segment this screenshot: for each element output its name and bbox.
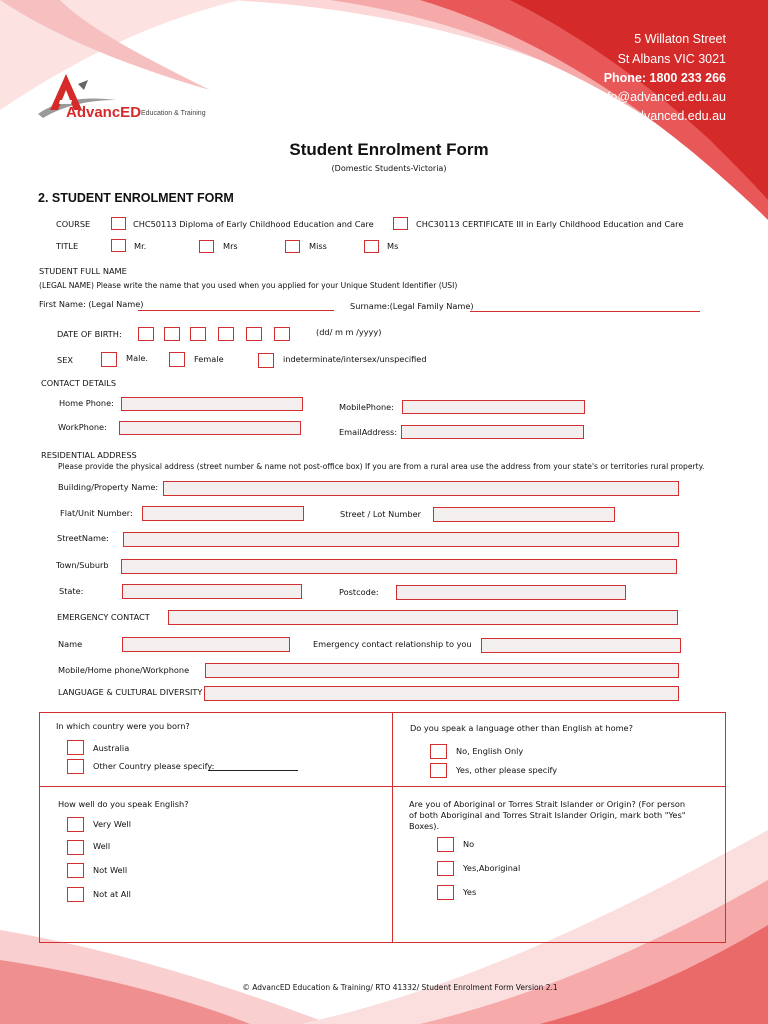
header-phone: Phone: 1800 233 266 [603, 71, 726, 85]
title-mrs-label: Mrs [223, 241, 238, 251]
surname-input[interactable] [470, 311, 700, 312]
language-other-label: Yes, other please specify [456, 765, 558, 775]
section-title: 2. STUDENT ENROLMENT FORM [38, 191, 234, 205]
english-well-label: Well [93, 841, 111, 851]
aboriginal-question-line1: Are you of Aboriginal or Torres Strait Islander or Origin? (For person [409, 799, 686, 809]
mobile-phone-label: MobilePhone: [339, 402, 394, 412]
emergency-name-input[interactable] [122, 637, 290, 652]
emergency-name-label: Name [58, 639, 83, 649]
course-diploma-checkbox[interactable] [111, 217, 126, 230]
course-certificate-checkbox[interactable] [393, 217, 408, 230]
page-footer: © AdvancED Education & Training/ RTO 41332/ Student Enrolment Form Version 2.1 [242, 983, 558, 992]
dob-box-5[interactable] [246, 327, 262, 341]
first-name-input[interactable] [138, 310, 334, 311]
language-question: Do you speak a language other than English at home? [410, 723, 633, 733]
title-mrs-checkbox[interactable] [199, 240, 214, 253]
header-email [556, 90, 726, 104]
language-diversity-input[interactable] [204, 686, 679, 701]
english-very-well-label: Very Well [93, 819, 132, 829]
title-mr-label: Mr. [134, 241, 147, 251]
logo-tagline: Education & Training [141, 110, 206, 117]
sex-female-label: Female [194, 354, 224, 364]
title-ms-checkbox[interactable] [364, 240, 379, 253]
town-label: Town/Suburb [56, 560, 109, 570]
language-diversity-label: LANGUAGE & CULTURAL DIVERSITY [58, 687, 203, 697]
header-web-label: Web: [566, 109, 597, 123]
aboriginal-question-line2: of both Aboriginal and Torres Strait Islander Origin, mark both "Yes" [409, 810, 686, 820]
surname-label: Surname:(Legal Family Name) [350, 301, 474, 311]
english-not-at-all-checkbox[interactable] [67, 887, 84, 902]
residential-note: Please provide the physical address (street number & name not post-office box) If you are from a rural area use the address from your state's or territories rural property. [58, 462, 705, 471]
street-name-label: StreetName: [57, 533, 109, 543]
dob-format-hint: (dd/ m m /yyyy) [316, 327, 382, 337]
emergency-relationship-input[interactable] [481, 638, 681, 653]
dob-box-6[interactable] [274, 327, 290, 341]
full-name-heading: STUDENT FULL NAME [39, 266, 127, 276]
aboriginal-no-checkbox[interactable] [437, 837, 454, 852]
flat-input[interactable] [142, 506, 304, 521]
country-other-input[interactable] [208, 770, 298, 771]
email-address-label: EmailAddress: [339, 427, 398, 437]
dob-box-1[interactable] [138, 327, 154, 341]
panel-divider-horizontal [39, 786, 726, 787]
title-miss-checkbox[interactable] [285, 240, 300, 253]
logo-brand: AdvancED [66, 104, 142, 121]
work-phone-input[interactable] [119, 421, 301, 435]
sex-male-checkbox[interactable] [101, 352, 117, 367]
course-label: COURSE [56, 219, 91, 229]
emergency-relationship-label: Emergency contact relationship to you [313, 639, 472, 649]
sex-male-label: Male. [126, 353, 148, 363]
panel-divider-vertical [392, 712, 393, 943]
mobile-phone-input[interactable] [402, 400, 585, 414]
street-lot-label: Street / Lot Number [340, 509, 421, 519]
english-not-well-label: Not Well [93, 865, 128, 875]
course-certificate-label: CHC30113 CERTIFICATE III in Early Childhood Education and Care [416, 219, 684, 229]
country-question: In which country were you born? [56, 721, 190, 731]
header-city: St Albans VIC 3021 [617, 52, 726, 66]
emergency-contact-input[interactable] [168, 610, 678, 625]
building-input[interactable] [163, 481, 679, 496]
street-name-input[interactable] [123, 532, 679, 547]
language-other-checkbox[interactable] [430, 763, 447, 778]
flat-label: Flat/Unit Number: [60, 508, 133, 518]
title-label: TITLE [56, 241, 79, 251]
building-label: Building/Property Name: [58, 482, 159, 492]
course-diploma-label: CHC50113 Diploma of Early Childhood Education and Care [133, 219, 374, 229]
street-lot-input[interactable] [433, 507, 615, 522]
country-other-label: Other Country please specify: [93, 761, 215, 771]
aboriginal-yes-checkbox[interactable] [437, 885, 454, 900]
residential-heading: RESIDENTIAL ADDRESS [41, 450, 137, 460]
aboriginal-yes-aboriginal-checkbox[interactable] [437, 861, 454, 876]
country-other-checkbox[interactable] [67, 759, 84, 774]
sex-female-checkbox[interactable] [169, 352, 185, 367]
dob-box-2[interactable] [164, 327, 180, 341]
english-not-well-checkbox[interactable] [67, 863, 84, 878]
english-well-checkbox[interactable] [67, 840, 84, 855]
home-phone-input[interactable] [121, 397, 303, 411]
contact-heading: CONTACT DETAILS [41, 378, 117, 388]
sex-other-label: indeterminate/intersex/unspecified [283, 354, 427, 364]
header-email-label: Email: [556, 90, 594, 104]
email-address-input[interactable] [401, 425, 584, 439]
emergency-phone-input[interactable] [205, 663, 679, 678]
header-web [566, 109, 726, 123]
country-australia-checkbox[interactable] [67, 740, 84, 755]
english-question: How well do you speak English? [58, 799, 189, 809]
aboriginal-no-label: No [463, 839, 475, 849]
dob-label: DATE OF BIRTH: [57, 329, 122, 339]
full-name-note: (LEGAL NAME) Please write the name that you used when you applied for your Unique Student Identifier (USI) [39, 281, 458, 290]
header-email-value[interactable]: info@advanced.edu.au [597, 90, 726, 104]
aboriginal-yes-aboriginal-label: Yes,Aboriginal [463, 863, 521, 873]
page-title: Student Enrolment Form [289, 140, 489, 159]
postcode-input[interactable] [396, 585, 626, 600]
dob-box-4[interactable] [218, 327, 234, 341]
sex-label: SEX [57, 355, 73, 365]
title-mr-checkbox[interactable] [111, 239, 126, 252]
work-phone-label: WorkPhone: [58, 422, 107, 432]
emergency-heading: EMERGENCY CONTACT [57, 612, 150, 622]
state-input[interactable] [122, 584, 302, 599]
title-ms-label: Ms [387, 241, 399, 251]
language-english-only-checkbox[interactable] [430, 744, 447, 759]
title-miss-label: Miss [309, 241, 327, 251]
postcode-label: Postcode: [339, 587, 379, 597]
aboriginal-yes-label: Yes [463, 887, 477, 897]
english-not-at-all-label: Not at All [93, 889, 131, 899]
state-label: State: [59, 586, 84, 596]
town-input[interactable] [121, 559, 677, 574]
dob-box-3[interactable] [190, 327, 206, 341]
home-phone-label: Home Phone: [59, 398, 114, 408]
first-name-label: First Name: (Legal Name) [39, 299, 144, 309]
emergency-phone-label: Mobile/Home phone/Workphone [58, 665, 190, 675]
country-australia-label: Australia [93, 743, 130, 753]
page-subtitle: (Domestic Students-Victoria) [331, 164, 447, 173]
aboriginal-question-line3: Boxes). [409, 821, 440, 831]
language-english-only-label: No, English Only [456, 746, 524, 756]
sex-other-checkbox[interactable] [258, 353, 274, 368]
diversity-panel [39, 712, 726, 943]
english-very-well-checkbox[interactable] [67, 817, 84, 832]
header-address: 5 Willaton Street [634, 32, 726, 46]
header-web-value[interactable]: www.advanced.edu.au [600, 109, 726, 123]
